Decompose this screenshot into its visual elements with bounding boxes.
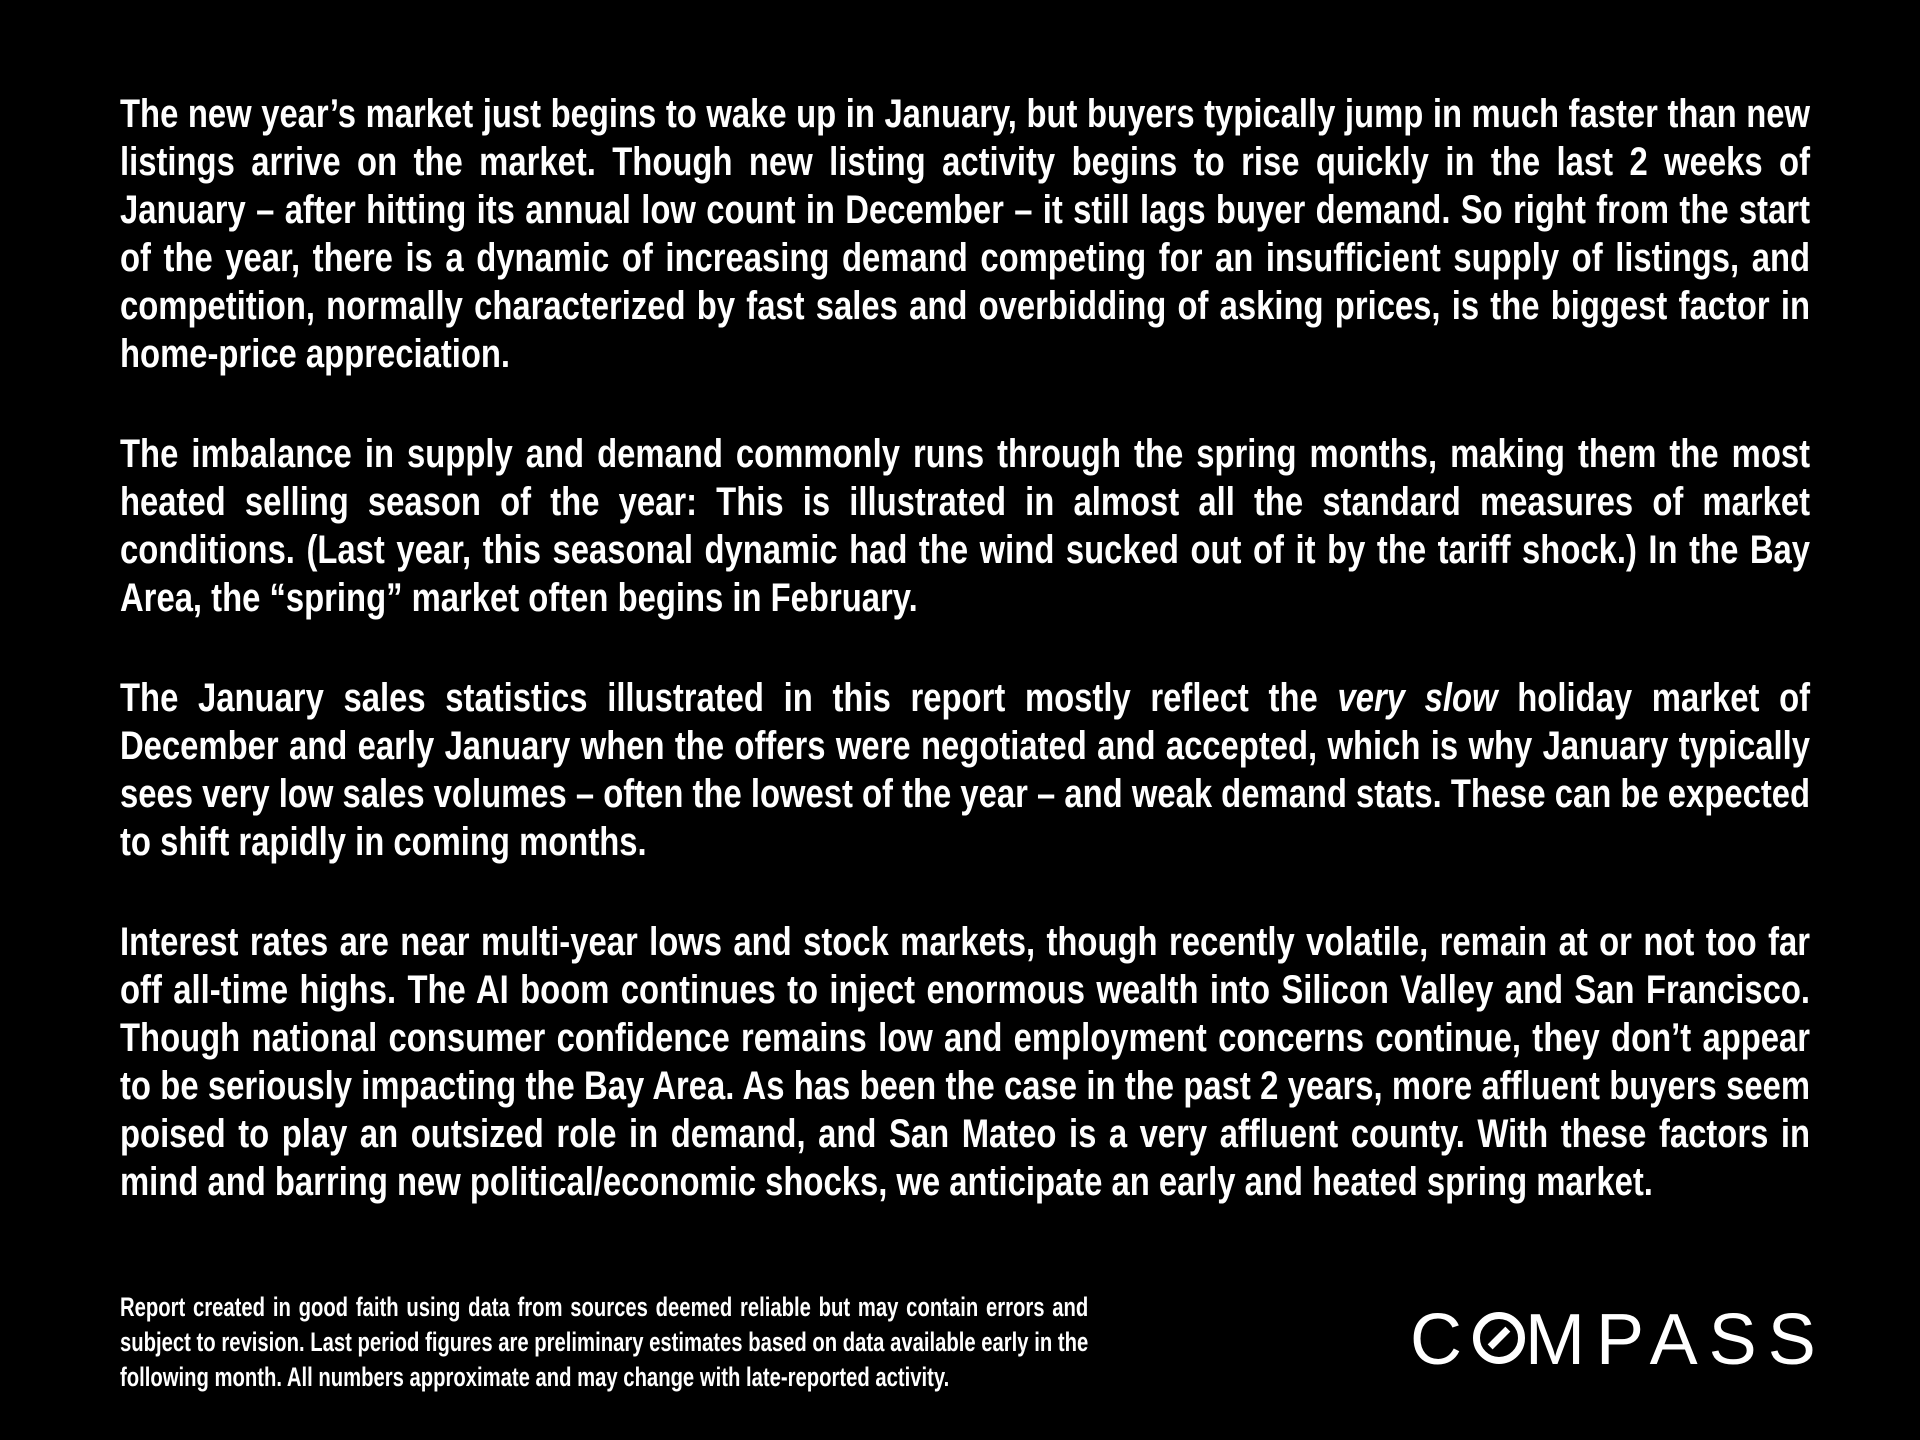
paragraph-interest-rates: Interest rates are near multi-year lows and stock markets, though recently volatile, remain at or not too far off all-time highs. The AI boom continues to inject enormous wealth into Silicon Valley and San Francisco. Though national consumer confidence remains low and employment concerns continue, they don’t appear to be seriously impacting the Bay Area. As has been the case in the past 2 years, more affluent buyers seem poised to play an outsized role in demand, and San Mateo is a very affluent county. With these factors in mind and barring new political/economic shocks, we anticipate an early and heated spring market. bbox=[120, 920, 1811, 1204]
needle-icon bbox=[1488, 1327, 1511, 1350]
compass-needle-o-icon bbox=[1473, 1312, 1525, 1364]
paragraph-january-market: The new year’s market just begins to wake up in January, but buyers typically jump in much faster than new listings arrive on the market. Though new listing activity begins to rise quickly in the last 2 weeks of January – after hitting its annual low count in December – it still lags buyer demand. So right from the start of the year, there is a dynamic of increasing demand competing for an insufficient supply of listings, and competition, normally characterized by fast sales and overbidding of asking prices, is the biggest factor in home-price appreciation. bbox=[120, 92, 1811, 376]
paragraph-supply-demand: The imbalance in supply and demand commonly runs through the spring months, making them the most heated selling season of the year: This is illustrated in almost all the standard measures of market conditions. (Last year, this seasonal dynamic had the wind sucked out of it by the tariff shock.) In the Bay Area, the “spring” market often begins in February. bbox=[120, 432, 1811, 620]
paragraph-january-sales-text-start: The January sales statistics illustrated in this report mostly reflect the bbox=[120, 676, 1338, 720]
compass-logo-letter-c: C bbox=[1410, 1300, 1473, 1380]
compass-logo-letters-mpass: MPASS bbox=[1525, 1300, 1827, 1380]
paragraph-january-sales-text-end: holiday market of December and early January when the offers were negotiated and accepted, which is why January typically sees very low sales volumes – often the lowest of the year – and weak demand stats. These can be expected to shift rapidly in coming months. bbox=[120, 676, 1811, 864]
emphasis-very-slow: very slow bbox=[1337, 676, 1498, 720]
paragraph-january-sales bbox=[120, 674, 1810, 866]
compass-logo bbox=[1410, 1300, 1827, 1380]
disclaimer-text: Report created in good faith using data from sources deemed reliable but may contain errors and subject to revision. Last period figures are preliminary estimates based on data available early in the following month. All numbers approximate and may change with late-reported activity. bbox=[120, 1292, 1089, 1392]
market-commentary bbox=[120, 90, 1810, 1258]
